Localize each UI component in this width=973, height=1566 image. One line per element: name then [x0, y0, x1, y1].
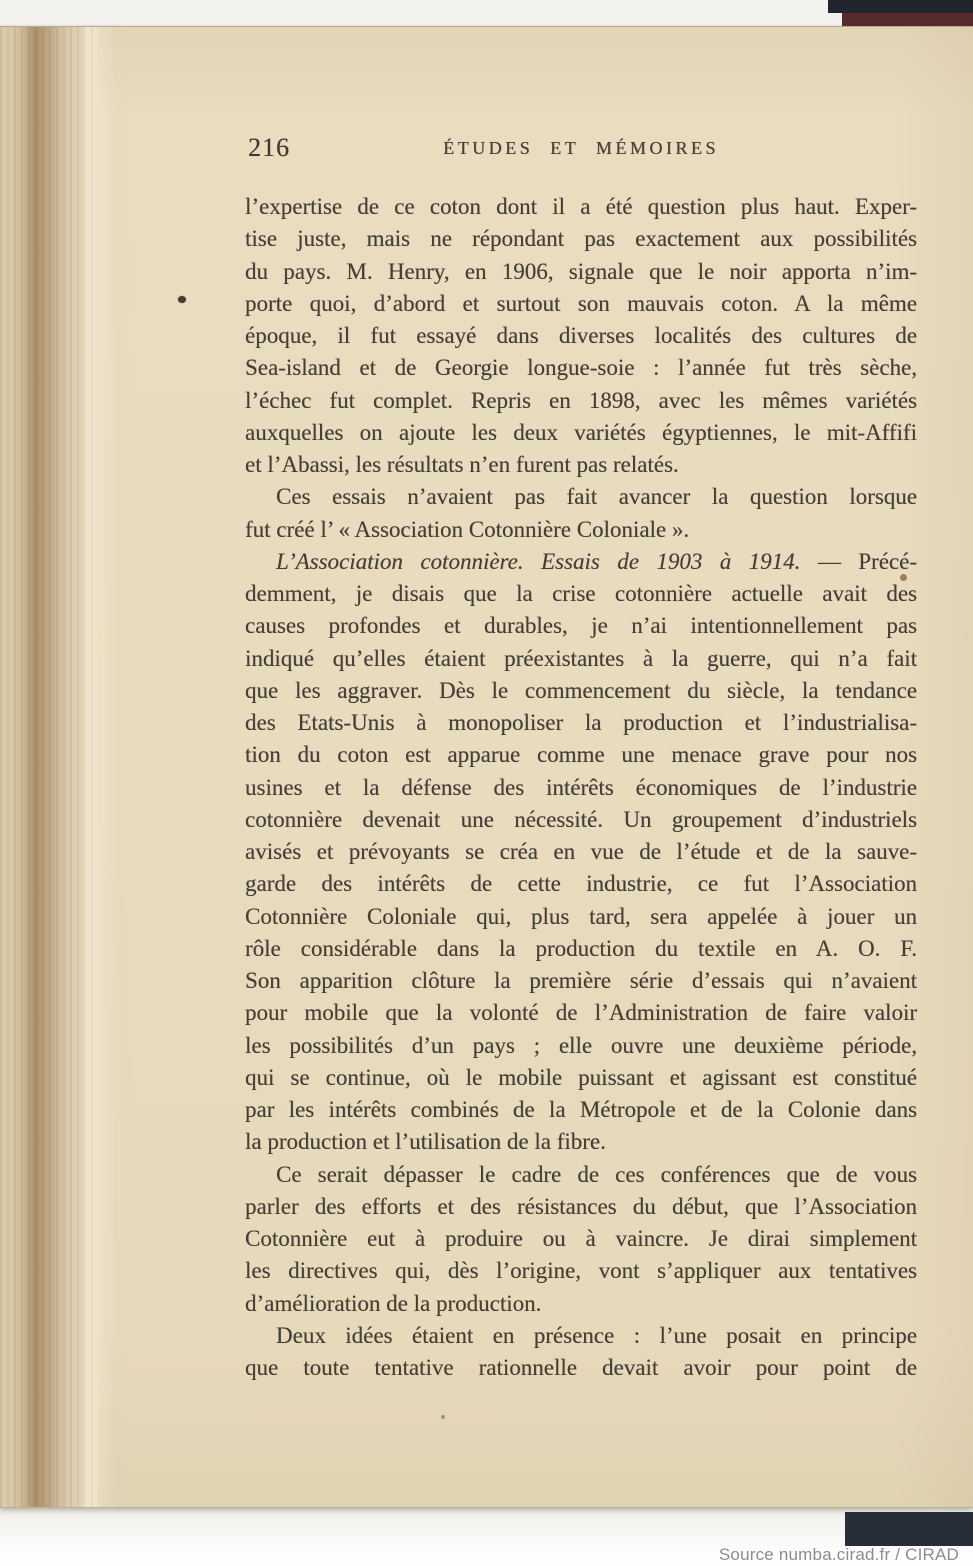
- running-head: [245, 131, 917, 165]
- text-line: la production et l’utilisation de la fibre.: [245, 1129, 606, 1155]
- text-line: du pays. M. Henry, en 1906, signale que le noir apporta n’im-: [245, 258, 917, 284]
- book-page: [0, 26, 973, 1508]
- text-line: Sea-island et de Georgie longue-soie : l’année fut très sèche,: [245, 355, 917, 381]
- text-line: tise juste, mais ne répondant pas exactement aux possibilités: [245, 226, 917, 252]
- text-line: que toute tentative rationnelle devait avoir pour point de: [245, 1355, 917, 1380]
- text-line: l’échec fut complet. Repris en 1898, avec les mêmes variétés: [245, 387, 917, 413]
- text-line: porte quoi, d’abord et surtout son mauvais coton. A la même: [245, 290, 917, 316]
- gutter-highlight: [84, 27, 118, 1507]
- text-line: des Etats-Unis à monopoliser la production et l’industrialisa-: [245, 710, 917, 735]
- scan-background-corner-navy-bottom: [845, 1512, 973, 1546]
- paper-speck: [441, 1415, 445, 1419]
- text-line: l’expertise de ce coton dont il a été question plus haut. Exper-: [245, 194, 917, 219]
- running-title: ÉTUDES ET MÉMOIRES: [443, 138, 719, 158]
- body-text: [245, 191, 917, 1384]
- text-line: qui se continue, où le mobile puissant et agissant est constitué: [245, 1064, 917, 1090]
- text-line: rôle considérable dans la production du textile en A. O. F.: [245, 935, 917, 961]
- text-line: Ces essais n’avaient pas fait avancer la question lorsque: [276, 484, 917, 510]
- text-line: les directives qui, dès l’origine, vont s’appliquer aux tentatives: [245, 1258, 917, 1284]
- text-line: Ce serait dépasser le cadre de ces conférences que de vous: [276, 1161, 917, 1187]
- text-line: Deux idées étaient en présence : l’une posait en principe: [276, 1322, 917, 1348]
- text-line: par les intérêts combinés de la Métropole et de la Colonie dans: [245, 1097, 917, 1122]
- ink-spot: [178, 296, 186, 303]
- foxing-spot: [900, 574, 907, 581]
- text-line: cotonnière devenait une nécessité. Un groupement d’industriels: [245, 806, 917, 832]
- text-line: Cotonnière eut à produire ou à vaincre. Je dirai simplement: [245, 1226, 917, 1251]
- text-line: L’Association cotonnière. Essais de 1903 à 1914. — Précé-: [276, 548, 917, 574]
- text-line: époque, il fut essayé dans diverses localités des cultures de: [245, 323, 917, 348]
- text-line: causes profondes et durables, je n’ai intentionnellement pas: [245, 613, 917, 639]
- text-line: tion du coton est apparue comme une menace grave pour nos: [245, 742, 917, 768]
- italic-heading: L’Association cotonnière. Essais de 1903 à 1914.: [276, 548, 801, 574]
- text-line: d’amélioration de la production.: [245, 1290, 542, 1316]
- text-line: Cotonnière Coloniale qui, plus tard, sera appelée à jouer un: [245, 903, 917, 929]
- text-line: Son apparition clôture la première série d’essais qui n’avaient: [245, 968, 917, 993]
- text-line: usines et la défense des intérêts économiques de l’industrie: [245, 774, 917, 800]
- text-line: parler des efforts et des résistances du début, que l’Association: [245, 1193, 917, 1219]
- text-line: que les aggraver. Dès le commencement du siècle, la tendance: [245, 677, 917, 703]
- source-credit: Source numba.cirad.fr / CIRAD: [718, 1545, 959, 1564]
- text-line: les possibilités d’un pays ; elle ouvre une deuxième période,: [245, 1032, 917, 1058]
- text-line: demment, je disais que la crise cotonnière actuelle avait des: [245, 581, 917, 606]
- page-number: 216: [248, 133, 290, 162]
- text-line: avisés et prévoyants se créa en vue de l’étude et de la sauve-: [245, 839, 917, 864]
- text-line: pour mobile que la volonté de l’Administration de faire valoir: [245, 1000, 917, 1026]
- text-line: et l’Abassi, les résultats n’en furent pas relatés.: [245, 452, 679, 477]
- text-line: indiqué qu’elles étaient préexistantes à la guerre, qui n’a fait: [245, 645, 917, 671]
- text-line: fut créé l’ « Association Cotonnière Coloniale ».: [245, 516, 690, 542]
- text-line: garde des intérêts de cette industrie, ce fut l’Association: [245, 871, 917, 897]
- scan-background-corner-navy-top: [828, 0, 973, 13]
- text-line: auxquelles on ajoute les deux variétés égyptiennes, le mit-Affifi: [245, 419, 917, 445]
